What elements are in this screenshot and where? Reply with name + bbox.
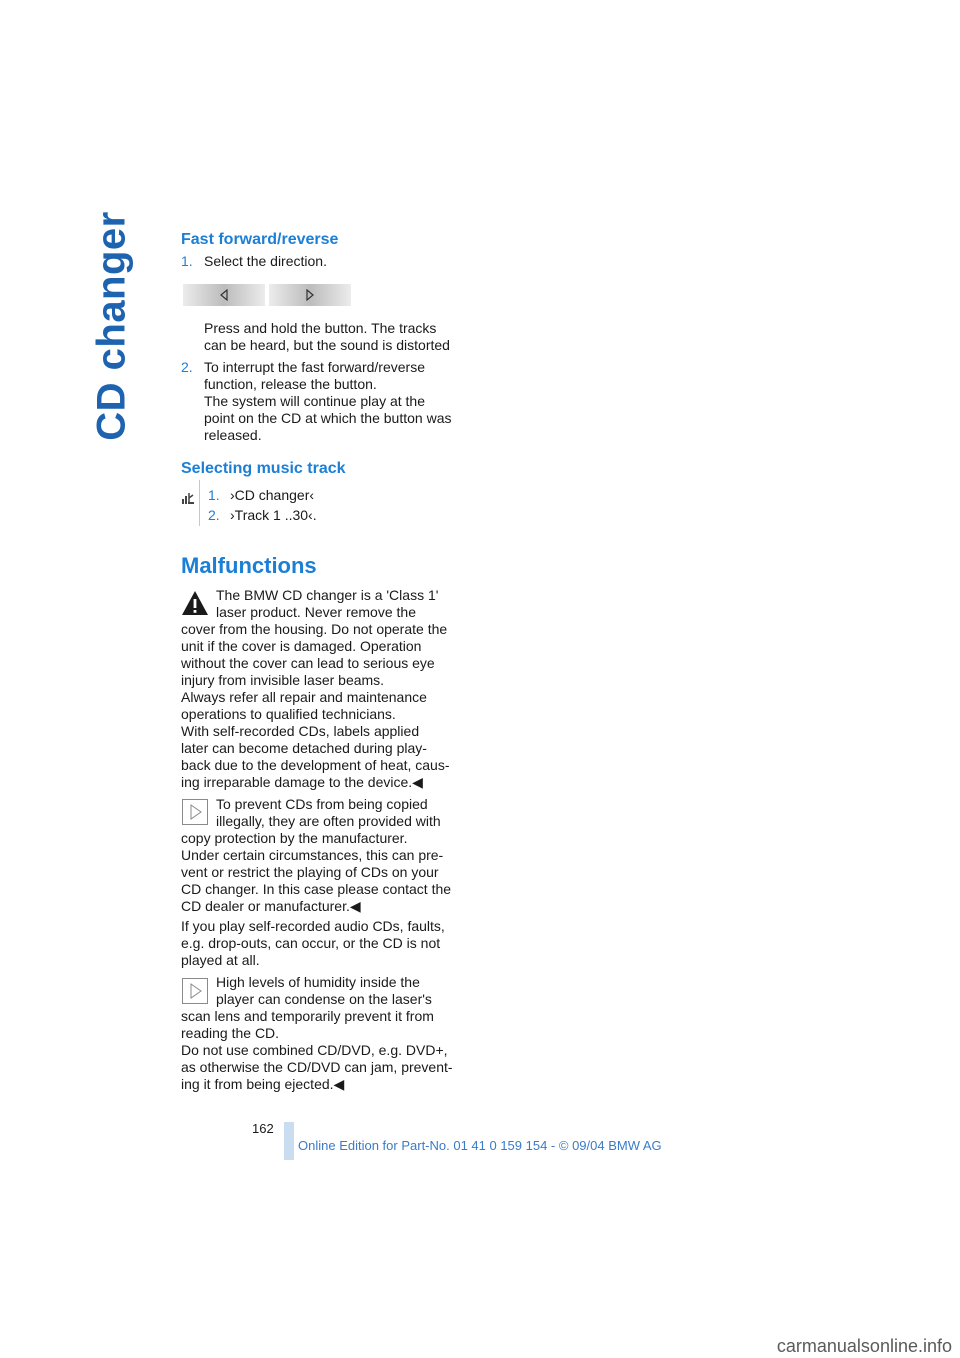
warning-icon (181, 590, 209, 616)
note1-line: vent or restrict the playing of CDs on your (181, 864, 439, 880)
paragraph-line: If you play self-recorded audio CDs, faults, (181, 918, 445, 934)
note1-line: CD changer. In this case please contact the (181, 881, 452, 897)
note1-line: copy protection by the manufacturer. (181, 830, 408, 846)
voice-command-icon (181, 491, 195, 505)
note1-line: To prevent CDs from being copied (216, 796, 428, 812)
warning-line: The BMW CD changer is a 'Class 1' (216, 587, 439, 603)
note2-line: player can condense on the laser's (216, 991, 432, 1007)
note2-line: ing it from being ejected.◀ (181, 1076, 345, 1092)
page-number: 162 (252, 1121, 274, 1136)
warning-line: injury from invisible laser beams. (181, 672, 385, 688)
press-hold-line-2: can be heard, but the sound is distorted (204, 337, 450, 353)
press-hold-line-1: Press and hold the button. The tracks (204, 320, 437, 336)
note2-line: reading the CD. (181, 1025, 280, 1041)
warning-line: back due to the development of heat, caus- (181, 757, 450, 773)
command-text: ›CD changer‹ (230, 487, 315, 503)
reverse-button[interactable] (183, 284, 265, 306)
note-icon (182, 799, 208, 825)
step2-line: function, release the button. (204, 376, 377, 392)
heading-fast-forward: Fast forward/reverse (181, 231, 339, 248)
step2-line: released. (204, 427, 262, 443)
command-number: 2. (208, 507, 220, 523)
warning-line: ing irreparable damage to the device.◀ (181, 774, 423, 790)
step2-line: The system will continue play at the (204, 393, 425, 409)
note2-line: as otherwise the CD/DVD can jam, prevent- (181, 1059, 453, 1075)
arrow-right-icon (304, 289, 316, 301)
heading-selecting-track: Selecting music track (181, 460, 346, 477)
command-number: 1. (208, 487, 220, 503)
watermark: carmanualsonline.info (776, 1336, 952, 1356)
step-number: 1. (181, 253, 193, 269)
warning-line: Always refer all repair and maintenance (181, 689, 427, 705)
warning-line: cover from the housing. Do not operate the (181, 621, 448, 637)
arrow-left-icon (218, 289, 230, 301)
warning-line: without the cover can lead to serious eye (181, 655, 435, 671)
note2-line: High levels of humidity inside the (216, 974, 420, 990)
note1-line: illegally, they are often provided with (216, 813, 441, 829)
warning-line: With self-recorded CDs, labels applied (181, 723, 420, 739)
side-chapter-title: CD changer (89, 211, 134, 441)
note2-line: scan lens and temporarily prevent it from (181, 1008, 434, 1024)
note1-line: CD dealer or manufacturer.◀ (181, 898, 361, 914)
step-number: 2. (181, 359, 193, 375)
step-text: Select the direction. (204, 253, 327, 269)
forward-button[interactable] (269, 284, 351, 306)
paragraph-line: played at all. (181, 952, 260, 968)
paragraph-line: e.g. drop-outs, can occur, or the CD is not (181, 935, 441, 951)
step2-line: point on the CD at which the button was (204, 410, 452, 426)
direction-buttons (183, 284, 351, 306)
warning-line: operations to qualified technicians. (181, 706, 396, 722)
command-text: ›Track 1 ..30‹. (230, 507, 317, 523)
note-icon (182, 978, 208, 1004)
warning-line: later can become detached during play- (181, 740, 427, 756)
warning-line: unit if the cover is damaged. Operation (181, 638, 422, 654)
voice-command-box (181, 480, 200, 526)
note2-line: Do not use combined CD/DVD, e.g. DVD+, (181, 1042, 448, 1058)
step2-line: To interrupt the fast forward/reverse (204, 359, 425, 375)
edition-footer: Online Edition for Part-No. 01 41 0 159 154 - © 09/04 BMW AG (298, 1138, 662, 1153)
footer-accent-bar (284, 1122, 294, 1160)
note1-line: Under certain circumstances, this can pre- (181, 847, 444, 863)
heading-malfunctions: Malfunctions (181, 553, 317, 578)
warning-line: laser product. Never remove the (216, 604, 416, 620)
